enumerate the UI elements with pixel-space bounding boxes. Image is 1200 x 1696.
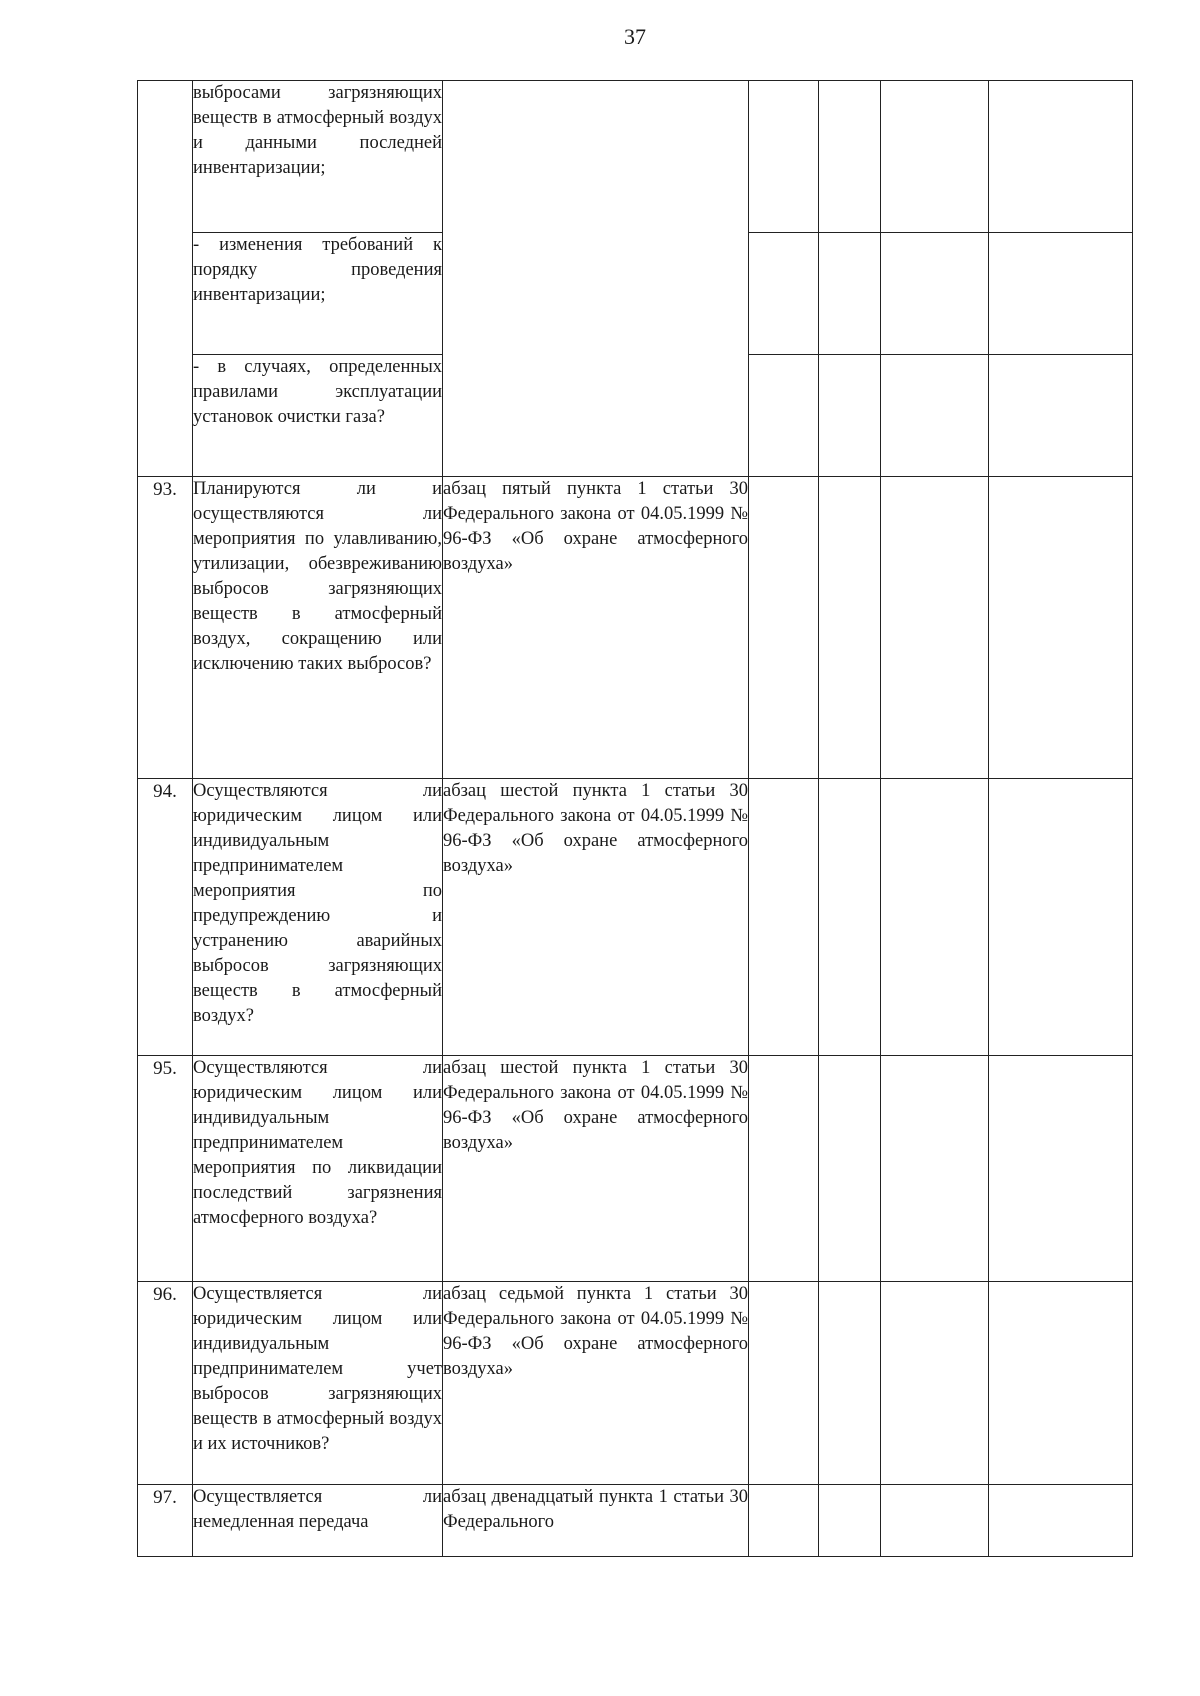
answer-cell-not-applicable[interactable]: [881, 233, 989, 355]
note-cell[interactable]: [989, 1282, 1133, 1485]
reference-cell: абзац шестой пункта 1 статьи 30 Федерального закона от 04.05.1999 № 96-ФЗ «Об охране атмосферного воздуха»: [443, 779, 749, 1056]
answer-cell-yes[interactable]: [749, 779, 819, 1056]
row-number: 93.: [138, 477, 193, 779]
question-cell: - в случаях, определенных правилами эксплуатации установок очистки газа?: [193, 355, 443, 477]
answer-cell-not-applicable[interactable]: [881, 1056, 989, 1282]
answer-cell-no[interactable]: [819, 81, 881, 233]
reference-cell: абзац двенадцатый пункта 1 статьи 30 Федерального: [443, 1485, 749, 1557]
answer-cell-yes[interactable]: [749, 355, 819, 477]
question-cell: Осуществляются ли юридическим лицом или индивидуальным предпринимателем мероприятия по ликвидации последствий загрязнения атмосферного воздуха?: [193, 1056, 443, 1282]
answer-cell-no[interactable]: [819, 779, 881, 1056]
table-row: [138, 1282, 1133, 1485]
row-number: 95.: [138, 1056, 193, 1282]
row-number: 97.: [138, 1485, 193, 1557]
table-row: [138, 477, 1133, 779]
answer-cell-yes[interactable]: [749, 1282, 819, 1485]
answer-cell-not-applicable[interactable]: [881, 355, 989, 477]
answer-cell-no[interactable]: [819, 1282, 881, 1485]
question-cell: выбросами загрязняющих веществ в атмосферный воздух и данными последней инвентаризации;: [193, 81, 443, 233]
table-row: [138, 779, 1133, 1056]
checklist-table: [137, 80, 1133, 1557]
note-cell[interactable]: [989, 355, 1133, 477]
question-cell: Планируются ли и осуществляются ли мероприятия по улавливанию, утилизации, обезвреживанию выбросов загрязняющих веществ в атмосферный воздух, сокращению или исключению таких выбросов?: [193, 477, 443, 779]
note-cell[interactable]: [989, 477, 1133, 779]
answer-cell-not-applicable[interactable]: [881, 1485, 989, 1557]
answer-cell-yes[interactable]: [749, 1056, 819, 1282]
answer-cell-not-applicable[interactable]: [881, 779, 989, 1056]
question-cell: - изменения требований к порядку проведения инвентаризации;: [193, 233, 443, 355]
reference-cell: абзац седьмой пункта 1 статьи 30 Федерального закона от 04.05.1999 № 96-ФЗ «Об охране атмосферного воздуха»: [443, 1282, 749, 1485]
answer-cell-no[interactable]: [819, 477, 881, 779]
note-cell[interactable]: [989, 1485, 1133, 1557]
answer-cell-not-applicable[interactable]: [881, 477, 989, 779]
row-number: 94.: [138, 779, 193, 1056]
row-number: 96.: [138, 1282, 193, 1485]
page-number: 37: [624, 24, 646, 49]
reference-cell: абзац пятый пункта 1 статьи 30 Федерального закона от 04.05.1999 № 96-ФЗ «Об охране атмосферного воздуха»: [443, 477, 749, 779]
answer-cell-not-applicable[interactable]: [881, 1282, 989, 1485]
note-cell[interactable]: [989, 81, 1133, 233]
reference-cell: абзац шестой пункта 1 статьи 30 Федерального закона от 04.05.1999 № 96-ФЗ «Об охране атмосферного воздуха»: [443, 1056, 749, 1282]
answer-cell-yes[interactable]: [749, 1485, 819, 1557]
question-cell: Осуществляется ли юридическим лицом или индивидуальным предпринимателем учет выбросов загрязняющих веществ в атмосферный воздух и их источников?: [193, 1282, 443, 1485]
table-row: [138, 1056, 1133, 1282]
table-row: [138, 81, 1133, 233]
question-cell: Осуществляется ли немедленная передача: [193, 1485, 443, 1557]
answer-cell-yes[interactable]: [749, 477, 819, 779]
table-row: [138, 1485, 1133, 1557]
answer-cell-yes[interactable]: [749, 81, 819, 233]
answer-cell-not-applicable[interactable]: [881, 81, 989, 233]
note-cell[interactable]: [989, 1056, 1133, 1282]
note-cell[interactable]: [989, 779, 1133, 1056]
answer-cell-no[interactable]: [819, 355, 881, 477]
answer-cell-no[interactable]: [819, 233, 881, 355]
question-cell: Осуществляются ли юридическим лицом или индивидуальным предпринимателем мероприятия по предупреждению и устранению аварийных выбросов загрязняющих веществ в атмосферный воздух?: [193, 779, 443, 1056]
reference-cell: [443, 81, 749, 477]
note-cell[interactable]: [989, 233, 1133, 355]
answer-cell-yes[interactable]: [749, 233, 819, 355]
answer-cell-no[interactable]: [819, 1056, 881, 1282]
answer-cell-no[interactable]: [819, 1485, 881, 1557]
number-cell: [138, 81, 193, 477]
